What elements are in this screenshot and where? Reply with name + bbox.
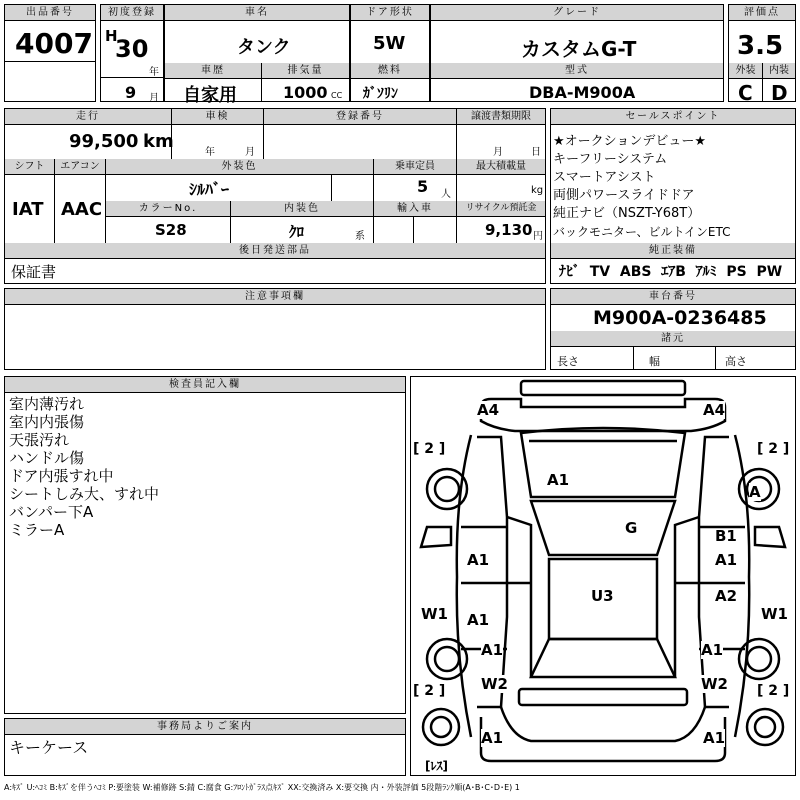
ac-label: エアコン (55, 159, 105, 175)
mileage: 99,500 (69, 131, 139, 152)
fuel-label: 燃料 (351, 63, 429, 79)
name-label: 車名 (165, 5, 349, 21)
int-label: 内装 (763, 63, 795, 79)
inspector-label: 検査員記入欄 (5, 377, 405, 393)
equip-tv: TV (589, 264, 611, 280)
inspect-label: 車検 (172, 109, 263, 125)
equip-label: 純正装備 (551, 243, 795, 259)
mark-l-rear-door: A1 (467, 611, 490, 629)
sales-line: バックモニター、ビルトインETC (553, 225, 731, 239)
mark-r-rear-q: A1 (701, 641, 724, 659)
equip-abs: ABS (619, 264, 652, 280)
year-unit: 年 (149, 67, 159, 78)
mark-r-front-door-b1: B1 (715, 527, 737, 545)
ext-color: ｼﾙﾊﾞｰ (189, 180, 230, 199)
inspector-line: 天張汚れ (9, 431, 70, 449)
month-unit: 月 (149, 93, 159, 104)
height-label: 高さ (725, 355, 747, 368)
era: H (105, 27, 118, 45)
recycle-label: リサイクル預託金 (457, 201, 545, 217)
notes-box (4, 288, 546, 370)
grade-label: グレード (431, 5, 723, 21)
disp-unit: CC (331, 91, 343, 100)
inspect-year-unit: 年 (205, 147, 215, 158)
mark-hood: A1 (547, 471, 570, 489)
import-label: 輸入車 (374, 201, 456, 217)
fuel: ｶﾞｿﾘﾝ (363, 86, 398, 102)
capacity-unit: 人 (441, 189, 451, 200)
transfer-month-unit: 月 (493, 147, 503, 158)
sales-line: ★オークションデビュー★ (553, 134, 707, 149)
inspector-line: 室内内張傷 (9, 413, 85, 431)
inspector-line: ドア内張すれ中 (9, 467, 114, 485)
int-color-unit: 系 (355, 231, 365, 242)
transfer-label: 譲渡書類期限 (457, 109, 545, 125)
door-box (350, 4, 430, 102)
car-name: タンク (237, 37, 291, 58)
int-score: D (771, 81, 788, 105)
shift-label: シフト (5, 159, 54, 175)
mark-bracket-fl: [ 2 ] (413, 441, 446, 457)
sales-line: 両側パワースライドドア (553, 188, 695, 203)
score: 3.5 (737, 31, 784, 61)
transfer-day-unit: 日 (531, 147, 541, 158)
car-outline (411, 377, 795, 775)
door-type: 5W (373, 33, 406, 54)
score-box (728, 4, 796, 105)
inspector-line: ミラーA (9, 521, 65, 539)
mark-bracket-rr: [ 2 ] (757, 683, 790, 699)
door-label: ドア形状 (351, 5, 429, 21)
sales-line: キーフリーシステム (553, 152, 668, 167)
mileage-unit: km (143, 131, 174, 152)
first-reg-label: 初度登録 (101, 5, 163, 21)
inspector-box (4, 376, 406, 714)
mark-l-rear-q: A1 (481, 641, 504, 659)
sales-line: スマートアシスト (553, 170, 656, 185)
width-label: 幅 (649, 355, 660, 368)
mark-l-rear-w2: W2 (481, 675, 508, 693)
mark-r-rear-w2: W2 (701, 675, 728, 693)
chassis-label: 車台番号 (551, 289, 795, 305)
mark-r-rocker: W1 (761, 605, 788, 623)
mark-fl-corner: A4 (477, 401, 500, 419)
mark-r-front-door-a1: A1 (715, 551, 738, 569)
colorno-label: カラーNo. (106, 201, 230, 217)
inspector-line: ハンドル傷 (9, 449, 85, 467)
inspector-line: バンパー下A (9, 503, 94, 521)
load-label: 最大積載量 (457, 159, 545, 175)
office-box (4, 718, 406, 776)
grade: カスタムG-T (521, 37, 637, 61)
mark-r-rear-door: A2 (715, 587, 738, 605)
name-box (164, 4, 350, 106)
office-text: キーケース (9, 738, 89, 757)
capacity: 5 (417, 177, 429, 196)
equip-alloy: ｱﾙﾐ (695, 264, 717, 280)
chassis-box (550, 288, 796, 370)
sales-label: セールスポイント (551, 109, 795, 125)
length-label: 長さ (557, 355, 579, 368)
inspector-line: シートしみ大、すれ中 (9, 485, 160, 503)
inspector-line: 室内薄汚れ (9, 395, 85, 413)
reg-no-label: 登録番号 (264, 109, 456, 125)
mark-bracket-rl: [ 2 ] (413, 683, 446, 699)
score-label: 評価点 (729, 5, 795, 21)
history-label: 車歴 (165, 63, 261, 79)
lot-number: 4007 (15, 27, 93, 60)
notes-label: 注意事項欄 (5, 289, 545, 305)
details-box (4, 108, 546, 284)
inspect-month-unit: 月 (245, 147, 255, 158)
later-label: 後日発送部品 (5, 243, 545, 259)
color-no: S28 (155, 221, 187, 239)
lot-label: 出品番号 (5, 5, 95, 21)
reg-year: 30 (115, 35, 149, 63)
chassis-number: M900A-0236485 (593, 307, 767, 329)
recycle-unit: 円 (533, 231, 543, 242)
equip-list (559, 261, 782, 281)
history: 自家用 (183, 85, 237, 106)
int-color: ｸﾛ (289, 223, 305, 241)
load-unit: kg (531, 185, 544, 196)
mark-bracket-fr: [ 2 ] (757, 441, 790, 457)
equip-ps: PS (726, 264, 747, 280)
model-label: 型式 (431, 63, 723, 79)
capacity-label: 乗車定員 (374, 159, 456, 175)
ext-score: C (738, 81, 753, 105)
legend: A:ｷｽﾞ U:ﾍｺﾐ B:ｷｽﾞを伴うﾍｺﾐ P:要塗装 W:補修跡 S:錆 C:腐食 G:ﾌﾛﾝﾄｶﾞﾗｽ点ｷｽﾞ XX:交換済み X:要交換 内・外装評価 5段階ﾗﾝｸ順(A･B･C･D･E) 1 (4, 783, 520, 792)
mark-r-tire: A (749, 483, 761, 501)
aircon: AAC (61, 199, 103, 220)
equip-airbag: ｴｱB (661, 264, 686, 280)
mark-roof: U3 (591, 587, 614, 605)
mark-rear-l: A1 (481, 729, 504, 747)
intcolor-label: 内装色 (231, 201, 373, 217)
sales-box (550, 108, 796, 284)
ext-label: 外装 (729, 63, 762, 79)
shift: IAT (12, 199, 44, 220)
first-reg-box (100, 4, 164, 102)
equip-pw: PW (756, 264, 783, 280)
mark-rear-r: A1 (703, 729, 726, 747)
sales-line: 純正ナビ（NSZT-Y68T） (553, 206, 701, 221)
model-code: DBA-M900A (529, 83, 636, 102)
damage-diagram (410, 376, 796, 776)
recycle: 9,130 (485, 221, 533, 239)
lot-box (4, 4, 96, 102)
dims-label: 諸元 (551, 331, 795, 347)
mark-l-rocker: W1 (421, 605, 448, 623)
mileage-label: 走行 (5, 109, 171, 125)
reg-month: 9 (125, 83, 137, 102)
later-parts: 保証書 (11, 263, 57, 281)
mark-l-front-door: A1 (467, 551, 490, 569)
mark-fr-corner: A4 (703, 401, 726, 419)
mark-windshield: G (625, 519, 638, 537)
color-label: 外装色 (106, 159, 373, 175)
displacement: 1000 (283, 83, 328, 102)
grade-box (430, 4, 724, 102)
disp-label: 排気量 (262, 63, 349, 79)
mark-spare: [ﾚｽ] (425, 759, 448, 773)
equip-nav: ﾅﾋﾞ (559, 264, 580, 280)
office-label: 事務局よりご案内 (5, 719, 405, 735)
